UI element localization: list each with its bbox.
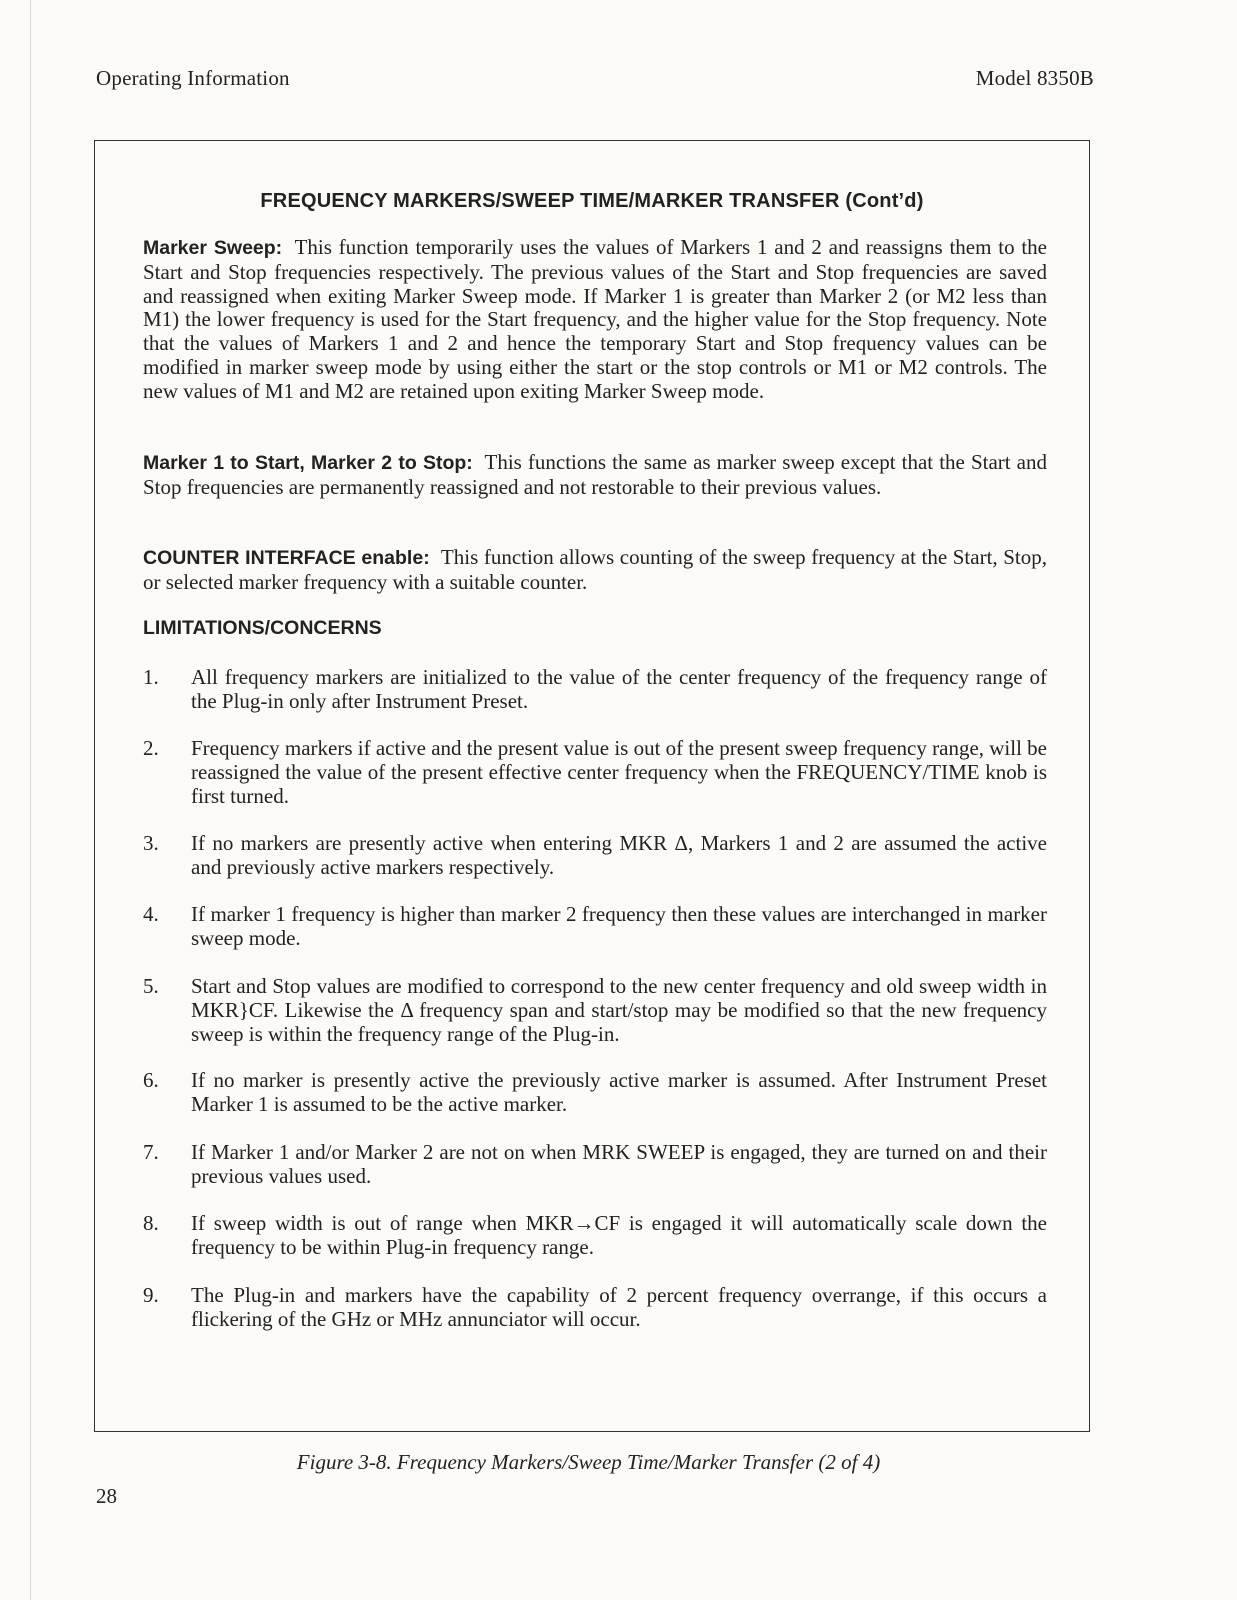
- section-title: LIMITATIONS/CONCERNS: [143, 617, 382, 639]
- list-item-number: 7.: [143, 1140, 159, 1164]
- running-header-right: Model 8350B: [975, 66, 1094, 90]
- list-item-number: 4.: [143, 902, 159, 926]
- list-item-text: If no markers are presently active when entering MKR Δ, Markers 1 and 2 are assumed the active and previously active markers respectively.: [191, 831, 1047, 879]
- paragraph-lead: Marker 1 to Start, Marker 2 to Stop:: [143, 452, 473, 474]
- list-item: [143, 737, 1047, 808]
- list-item-number: 6.: [143, 1068, 159, 1092]
- figure-caption: Figure 3-8. Frequency Markers/Sweep Time/Marker Transfer (2 of 4): [296, 1450, 881, 1474]
- list-item: [143, 1212, 1047, 1260]
- list-item-text: Frequency markers if active and the present value is out of the present sweep frequency range, will be reassigned the value of the present effective center frequency when the FREQUENCY/TIME knob is first turned.: [191, 736, 1048, 808]
- list-item: [143, 903, 1047, 951]
- list-item: [143, 1069, 1047, 1117]
- list-item: [143, 975, 1047, 1046]
- box-title: FREQUENCY MARKERS/SWEEP TIME/MARKER TRANSFER (Cont’d): [260, 190, 924, 212]
- list-item-number: 9.: [143, 1283, 159, 1307]
- list-item-text: If no marker is presently active the previously active marker is assumed. After Instrument Preset Marker 1 is assumed to be the active marker.: [191, 1068, 1047, 1116]
- list-item: [143, 666, 1047, 714]
- page-number: 28: [96, 1484, 117, 1508]
- list-item-text: If sweep width is out of range when MKR→CF is engaged it will automatically scale down the frequency to be within Plug-in frequency range.: [191, 1211, 1047, 1259]
- list-item-number: 2.: [143, 736, 159, 760]
- scan-edge-line: [30, 0, 31, 1600]
- paragraph-lead: Marker Sweep:: [143, 237, 283, 259]
- paragraph-text: This functions the same as marker sweep except that the Start and Stop frequencies are permanently reassigned and not restorable to their previous values.: [143, 450, 1048, 499]
- list-item: [143, 832, 1047, 880]
- list-item-text: If marker 1 frequency is higher than marker 2 frequency then these values are interchanged in marker sweep mode.: [191, 902, 1047, 950]
- list-item-text: The Plug-in and markers have the capability of 2 percent frequency overrange, if this occurs a flickering of the GHz or MHz annunciator will occur.: [191, 1283, 1047, 1331]
- list-item-text: Start and Stop values are modified to correspond to the new center frequency and old sweep width in MKR}CF. Likewise the Δ frequency span and start/stop may be modified so that the new frequency sweep is within the frequency range of the Plug-in.: [191, 974, 1047, 1046]
- list-item: [143, 1141, 1047, 1189]
- list-item-number: 3.: [143, 831, 159, 855]
- list-item: [143, 1284, 1047, 1332]
- figure-frame: [94, 140, 1090, 1432]
- list-item-number: 8.: [143, 1211, 159, 1235]
- paragraph-lead: COUNTER INTERFACE enable:: [143, 547, 430, 569]
- list-item-text: All frequency markers are initialized to the value of the center frequency of the frequency range of the Plug-in only after Instrument Preset.: [191, 665, 1047, 713]
- paragraph-text: This function temporarily uses the values of Markers 1 and 2 and reassigns them to the Start and Stop frequencies respectively. The previous values of the Start and Stop frequencies are saved and reassigned when exiting Marker Sweep mode. If Marker 1 is greater than Marker 2 (or M2 less than M1) the lower frequency is used for the Start frequency, and the higher value for the Stop frequency. Note that the values of Markers 1 and 2 and hence the temporary Start and Stop frequency values can be modified in marker sweep mode by using either the start or the stop controls or M1 or M2 controls. The new values of M1 and M2 are retained upon exiting Marker Sweep mode.: [143, 235, 1047, 403]
- list-item-number: 1.: [143, 665, 159, 689]
- list-item-text: If Marker 1 and/or Marker 2 are not on when MRK SWEEP is engaged, they are turned on and their previous values used.: [191, 1140, 1047, 1188]
- paragraph-marker-to-start-stop: [143, 451, 1047, 500]
- paragraph-text: This function allows counting of the sweep frequency at the Start, Stop, or selected marker frequency with a suitable counter.: [143, 545, 1048, 594]
- paragraph-marker-sweep: [143, 236, 1047, 404]
- list-item-number: 5.: [143, 974, 159, 998]
- paragraph-counter-interface: [143, 546, 1047, 595]
- running-header-left: Operating Information: [96, 66, 290, 90]
